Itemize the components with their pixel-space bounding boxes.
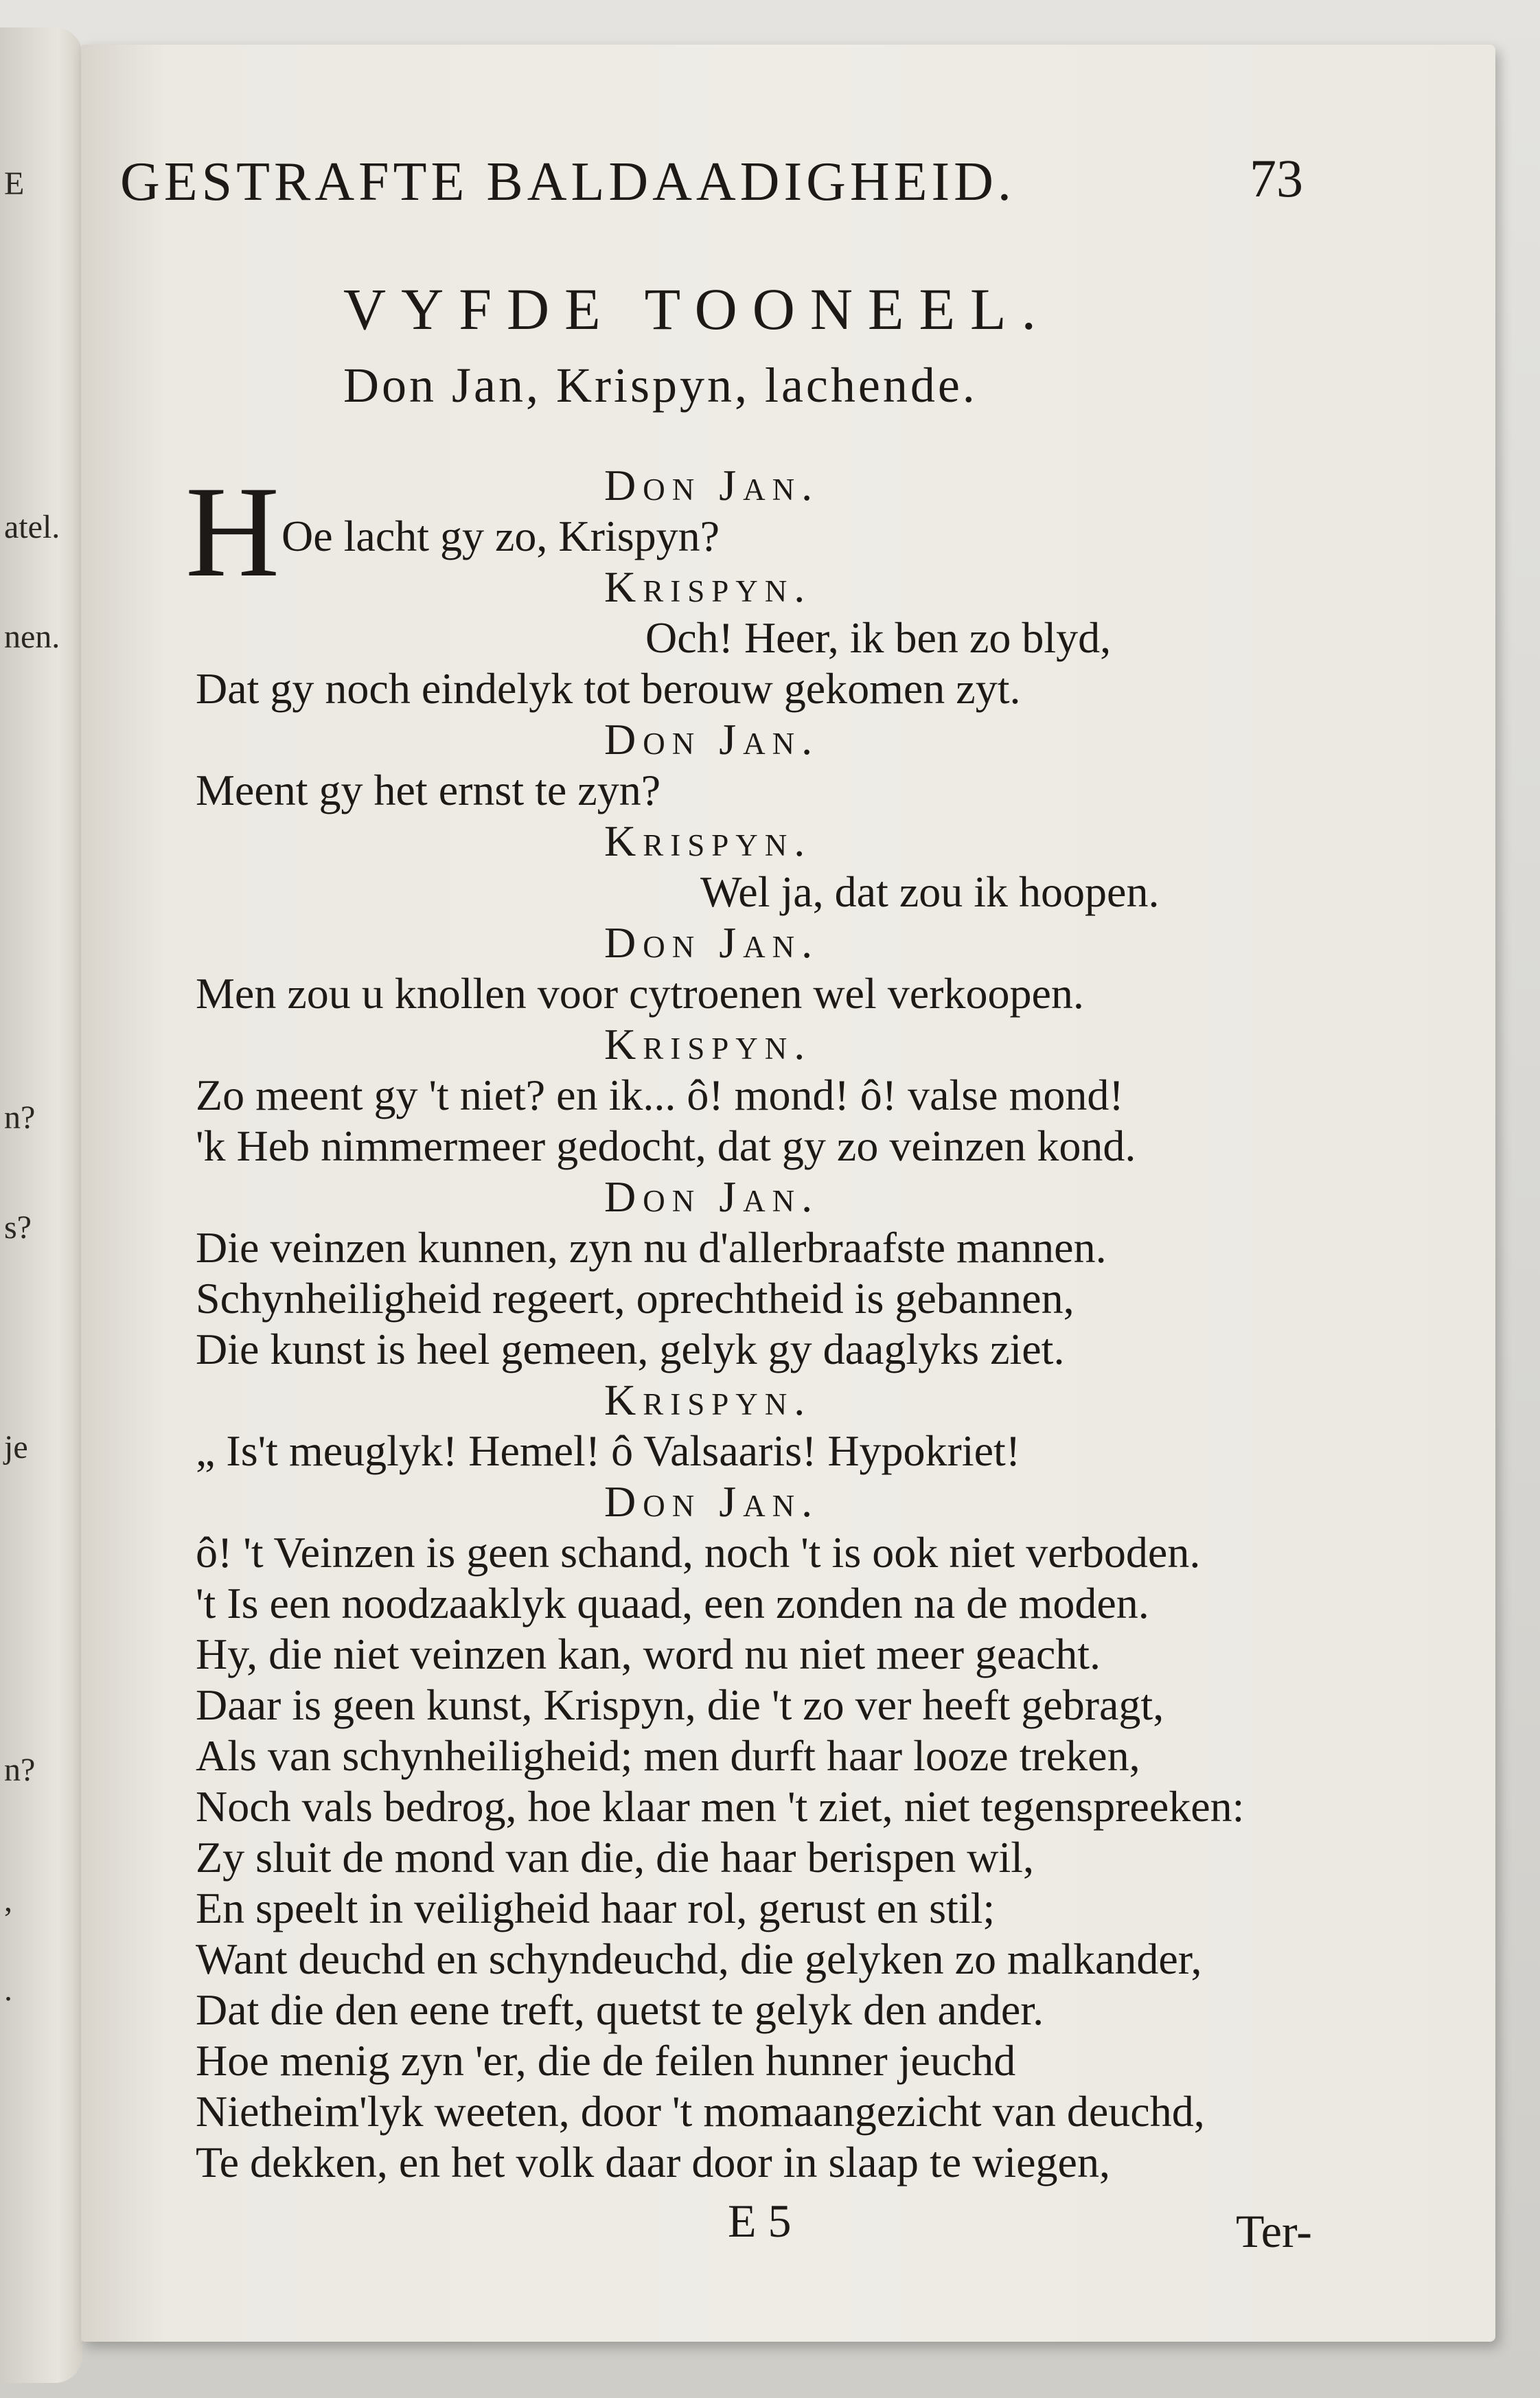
signature-mark: E 5 [728, 2195, 792, 2247]
speaker-name: Krispyn. [604, 817, 812, 865]
drop-cap: H [185, 460, 280, 604]
verse-line: Hoe menig zyn 'er, die de feilen hunner jeuchd [196, 2036, 1016, 2085]
verse-line: 't Is een noodzaaklyk quaad, een zonden na de moden. [196, 1579, 1149, 1628]
verse-line: 'k Heb nimmermeer gedocht, dat gy zo veinzen kond. [196, 1121, 1136, 1170]
verse-line: Die kunst is heel gemeen, gelyk gy daaglyks ziet. [196, 1325, 1065, 1373]
page-number: 73 [1250, 148, 1303, 208]
left-page-fragment: . [4, 1972, 12, 2008]
verse-line: Schynheiligheid regeert, oprechtheid is gebannen, [196, 1274, 1074, 1323]
verse-line: Dat die den eene treft, quetst te gelyk den ander. [196, 1985, 1044, 2034]
verse-line: Hy, die niet veinzen kan, word nu niet meer geacht. [196, 1630, 1101, 1678]
verse-line: ô! 't Veinzen is geen schand, noch 't is ook niet verboden. [196, 1528, 1201, 1577]
verse-line: Men zou u knollen voor cytroenen wel verkoopen. [196, 969, 1084, 1018]
verse-line: Meent gy het ernst te zyn? [196, 766, 661, 814]
verse-line: „ Is't meuglyk! Hemel! ô Valsaaris! Hypokriet! [196, 1426, 1021, 1475]
verse-line: Nietheim'lyk weeten, door 't momaangezicht van deuchd, [196, 2087, 1205, 2136]
speaker-name: Don Jan. [604, 461, 820, 510]
verse-line: Dat gy noch eindelyk tot berouw gekomen zyt. [196, 664, 1021, 713]
catchword: Ter- [1236, 2205, 1312, 2257]
left-page-fragment: atel. [4, 509, 60, 545]
verse-line: Die veinzen kunnen, zyn nu d'allerbraafste mannen. [196, 1223, 1107, 1272]
character-list: Don Jan, Krispyn, lachende. [343, 358, 978, 413]
left-page-fragment: je [4, 1429, 28, 1465]
verse-line: En speelt in veiligheid haar rol, gerust en stil; [196, 1884, 996, 1932]
speaker-name: Don Jan. [604, 1172, 820, 1221]
verse-line: Zy sluit de mond van die, die haar berispen wil, [196, 1833, 1035, 1882]
speaker-name: Krispyn. [604, 1375, 812, 1424]
speaker-name: Don Jan. [604, 715, 820, 764]
verse-line: Zo meent gy 't niet? en ik... ô! mond! ô! valse mond! [196, 1071, 1124, 1119]
verse-line: Daar is geen kunst, Krispyn, die 't zo ver heeft gebragt, [196, 1680, 1164, 1729]
verse-line: Wel ja, dat zou ik hoopen. [700, 867, 1160, 916]
left-page-edge [0, 27, 82, 2383]
left-page-fragment: n? [4, 1752, 36, 1788]
speaker-name: Krispyn. [604, 562, 812, 611]
left-page-fragment: nen. [4, 619, 60, 655]
verse-line: Als van schynheiligheid; men durft haar looze treken, [196, 1731, 1140, 1780]
speaker-name: Don Jan. [604, 1477, 820, 1526]
running-title: GESTRAFTE BALDAADIGHEID. [120, 152, 1015, 212]
verse-line: Te dekken, en het volk daar door in slaap te wiegen, [196, 2138, 1110, 2186]
verse-line: Noch vals bedrog, hoe klaar men 't ziet, niet tegenspreeken: [196, 1782, 1245, 1831]
verse-line: Want deuchd en schyndeuchd, die gelyken zo malkander, [196, 1934, 1202, 1983]
speaker-name: Krispyn. [604, 1020, 812, 1069]
speaker-name: Don Jan. [604, 918, 820, 967]
left-page-fragment: , [4, 1882, 12, 1919]
scene-title: VYFDE TOONEEL. [343, 276, 1052, 342]
left-page-fragment: s? [4, 1209, 32, 1246]
left-page-fragment: E [4, 165, 25, 202]
verse-line: Oe lacht gy zo, Krispyn? [281, 512, 720, 560]
verse-line: Och! Heer, ik ben zo blyd, [645, 613, 1112, 662]
left-page-fragment: n? [4, 1099, 36, 1136]
